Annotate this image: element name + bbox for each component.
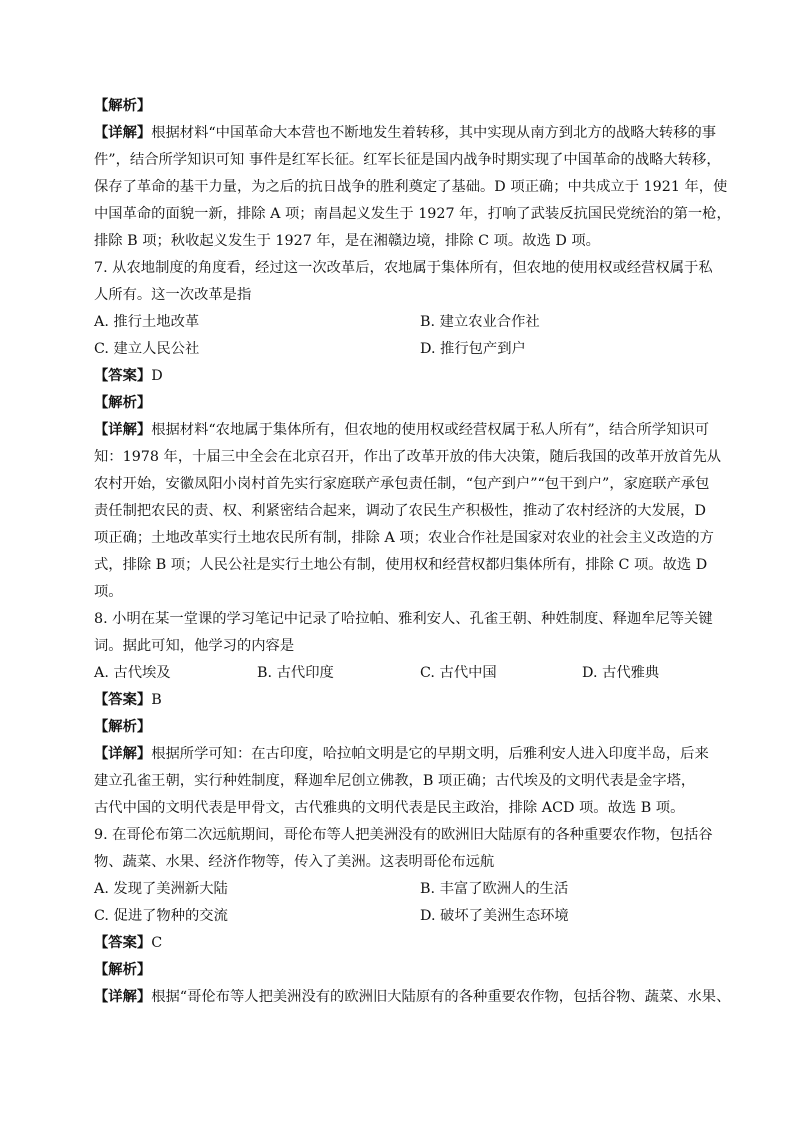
question-7-stem: 7. 从农地制度的角度看，经过这一次改革后，农地属于集体所有，但农地的使用权或经营权属于私	[94, 260, 713, 276]
question-9-options-row	[94, 903, 704, 930]
analysis-label: 【解析】	[94, 962, 152, 978]
document-page	[94, 93, 731, 1011]
answer-value: D	[151, 368, 163, 384]
detail-line: 中国革命的面貌一新，排除 A 项；南昌起义发生于 1927 年，打响了武装反抗国民党统治的第一枪，	[94, 206, 731, 222]
option-c: C. 古代中国	[420, 665, 497, 681]
detail-line: 排除 B 项；秋收起义发生于 1927 年，是在湘赣边境，排除 C 项。故选 D 项。	[94, 233, 600, 249]
option-a: A. 发现了美洲新大陆	[94, 881, 228, 897]
analysis-label: 【解析】	[94, 98, 152, 114]
option-b: B. 丰富了欧洲人的生活	[420, 881, 569, 897]
detail-line: 式，排除 B 项；人民公社是实行土地公有制，使用权和经营权都归集体所有，排除 C 项。故选 D	[94, 557, 708, 573]
answer-label: 【答案】	[94, 935, 152, 951]
analysis-label: 【解析】	[94, 719, 152, 735]
question-7-options-row	[94, 336, 704, 363]
detail-label: 【详解】	[94, 125, 152, 141]
question-8-options-row	[94, 660, 704, 687]
option-c: C. 建立人民公社	[94, 341, 200, 357]
question-8-stem: 词。据此可知，他学习的内容是	[94, 638, 295, 654]
detail-label: 【详解】	[94, 746, 152, 762]
option-d: D. 古代雅典	[582, 665, 660, 681]
detail-line: 建立孔雀王朝，实行种姓制度，释迦牟尼创立佛教，B 项正确；古代埃及的文明代表是金字塔，	[94, 773, 696, 789]
detail-line	[94, 120, 717, 147]
detail-line	[94, 741, 709, 768]
question-9-stem: 物、蔬菜、水果、经济作物等，传入了美洲。这表明哥伦布远航	[94, 854, 495, 870]
option-a: A. 古代埃及	[94, 665, 171, 681]
option-b: B. 建立农业合作社	[420, 314, 540, 330]
option-d: D. 破坏了美洲生态环境	[420, 908, 569, 924]
detail-line	[94, 984, 731, 1011]
option-d: D. 推行包产到户	[420, 341, 526, 357]
option-a: A. 推行土地改革	[94, 314, 200, 330]
option-c: C. 促进了物种的交流	[94, 908, 228, 924]
question-7-options-row	[94, 309, 704, 336]
question-9-options-row	[94, 876, 704, 903]
detail-text: 根据材料“农地属于集体所有，但农地的使用权或经营权属于私人所有”，结合所学知识可	[151, 422, 710, 438]
detail-line: 件”，结合所学知识可知 事件是红军长征。红军长征是国内战争时期实现了中国革命的战略大转移，	[94, 152, 721, 168]
answer-label: 【答案】	[94, 692, 152, 708]
answer-line	[94, 930, 704, 957]
option-b: B. 古代印度	[257, 665, 334, 681]
detail-text: 根据材料“中国革命大本营也不断地发生着转移，其中实现从南方到北方的战略大转移的事	[151, 125, 717, 141]
answer-line	[94, 687, 704, 714]
detail-line: 项。	[94, 584, 123, 600]
detail-line: 项正确；土地改革实行土地农民所有制，排除 A 项；农业合作社是国家对农业的社会主义改造的方	[94, 530, 714, 546]
question-8-stem: 8. 小明在某一堂课的学习笔记中记录了哈拉帕、雅利安人、孔雀王朝、种姓制度、释迦牟尼等关键	[94, 611, 713, 627]
detail-line: 知：1978 年，十届三中全会在北京召开，作出了改革开放的伟大决策，随后我国的改革开放首先从	[94, 449, 722, 465]
analysis-label: 【解析】	[94, 395, 152, 411]
detail-line: 保存了革命的基干力量，为之后的抗日战争的胜利奠定了基础。D 项正确；中共成立于 1921 年，使	[94, 179, 728, 195]
answer-line	[94, 363, 704, 390]
question-9-stem: 9. 在哥伦布第二次远航期间，哥伦布等人把美洲没有的欧洲旧大陆原有的各种重要农作物，包括谷	[94, 827, 713, 843]
detail-line: 责任制把农民的责、权、利紧密结合起来，调动了农民生产积极性，推动了农村经济的大发展，D	[94, 503, 706, 519]
answer-value: B	[151, 692, 162, 708]
detail-text: 根据所学可知：在古印度，哈拉帕文明是它的早期文明，后雅利安人进入印度半岛，后来	[151, 746, 709, 762]
detail-line	[94, 417, 710, 444]
answer-label: 【答案】	[94, 368, 152, 384]
question-7-stem: 人所有。这一次改革是指	[94, 287, 252, 303]
detail-line: 农村开始，安徽凤阳小岗村首先实行家庭联产承包责任制，“包产到户”“包干到户”，家庭联产承包	[94, 476, 710, 492]
detail-line: 古代中国的文明代表是甲骨文，古代雅典的文明代表是民主政治，排除 ACD 项。故选 B 项。	[94, 800, 685, 816]
detail-label: 【详解】	[94, 422, 152, 438]
detail-text: 根据“哥伦布等人把美洲没有的欧洲旧大陆原有的各种重要农作物，包括谷物、蔬菜、水果、	[151, 989, 731, 1005]
detail-label: 【详解】	[94, 989, 152, 1005]
answer-value: C	[151, 935, 163, 951]
